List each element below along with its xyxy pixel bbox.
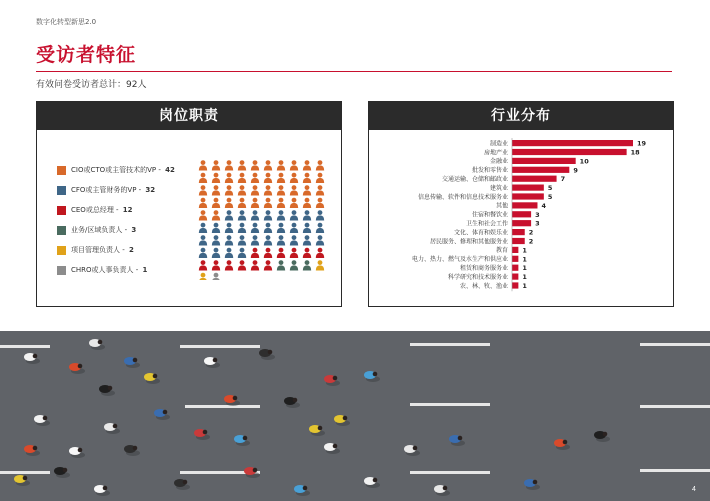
- legend-label: 项目管理负责人 - 2: [71, 246, 134, 254]
- bar: [512, 158, 576, 164]
- person-icon: [251, 235, 259, 245]
- value-label: 1: [522, 246, 527, 255]
- person-icon: [264, 160, 272, 170]
- runners-photo: [0, 331, 710, 501]
- category-label: 其他: [495, 202, 508, 210]
- person-icon: [212, 223, 220, 233]
- person-icon: [212, 248, 220, 258]
- category-label: 文化、体育和娱乐业: [453, 229, 508, 237]
- legend-count: 1: [142, 266, 148, 274]
- bar: [512, 229, 525, 235]
- person-icon: [225, 248, 233, 258]
- category-label: 房地产业: [483, 149, 508, 157]
- category-label: 批发和零售业: [471, 167, 508, 175]
- person-icon: [277, 248, 285, 258]
- person-icon: [199, 223, 207, 233]
- bar: [512, 149, 627, 155]
- person-icon: [212, 273, 220, 280]
- person-icon: [199, 248, 207, 258]
- person-icon: [238, 260, 246, 270]
- person-icon: [316, 173, 324, 183]
- legend-count: 2: [128, 246, 134, 254]
- category-label: 卫生和社会工作: [465, 220, 508, 228]
- page-number: 4: [692, 486, 696, 493]
- person-icon: [212, 260, 220, 270]
- person-icon: [290, 185, 298, 195]
- person-icon: [316, 198, 324, 208]
- legend-item: [57, 180, 175, 200]
- industry-bar-chart: [369, 132, 675, 308]
- value-label: 5: [547, 193, 553, 201]
- person-icon: [303, 160, 311, 170]
- person-icon: [277, 185, 285, 195]
- legend-swatch: [57, 166, 66, 175]
- person-icon: [277, 210, 285, 220]
- legend-swatch: [57, 206, 66, 215]
- person-icon: [212, 235, 220, 245]
- person-icon: [199, 198, 207, 208]
- value-label: 9: [573, 166, 578, 175]
- person-icon: [303, 173, 311, 183]
- person-icon: [316, 210, 324, 220]
- value-label: 3: [535, 210, 540, 219]
- legend-label: CFO或主管财务的VP - 32: [71, 186, 156, 194]
- person-icon: [238, 160, 246, 170]
- legend-swatch: [57, 186, 66, 195]
- person-icon: [238, 210, 246, 220]
- category-label: 教育: [495, 247, 508, 255]
- legend-item: [57, 240, 175, 260]
- person-icon: [199, 160, 207, 170]
- person-icon: [212, 198, 220, 208]
- person-icon: [264, 173, 272, 183]
- person-icon: [290, 198, 298, 208]
- person-icon: [238, 235, 246, 245]
- bar: [512, 193, 544, 199]
- person-icon: [264, 210, 272, 220]
- legend-item: [57, 200, 175, 220]
- bar: [512, 238, 525, 244]
- legend-item: [57, 220, 175, 240]
- person-icon: [316, 235, 324, 245]
- legend-count: 3: [131, 226, 137, 234]
- legend-swatch: [57, 246, 66, 255]
- value-label: 10: [579, 157, 589, 166]
- person-icon: [303, 198, 311, 208]
- people-pictogram: [197, 158, 337, 280]
- person-icon: [251, 248, 259, 258]
- value-label: 3: [535, 219, 540, 228]
- person-icon: [225, 160, 233, 170]
- value-label: 7: [560, 175, 566, 184]
- category-label: 农、林、牧、渔业: [459, 282, 508, 290]
- person-icon: [264, 185, 272, 195]
- person-icon: [264, 223, 272, 233]
- person-icon: [264, 235, 272, 245]
- person-icon: [238, 223, 246, 233]
- value-label: 2: [528, 228, 534, 237]
- person-icon: [290, 173, 298, 183]
- category-label: 建筑业: [489, 184, 508, 192]
- person-icon: [316, 185, 324, 195]
- person-icon: [238, 173, 246, 183]
- bar: [512, 256, 518, 262]
- person-icon: [199, 173, 207, 183]
- legend-item: [57, 160, 175, 180]
- category-label: 科学研究和技术服务业: [447, 273, 508, 281]
- legend-count: 12: [122, 206, 133, 214]
- person-icon: [290, 248, 298, 258]
- person-icon: [225, 210, 233, 220]
- legend-label: CEO或总经理 - 12: [71, 206, 133, 214]
- document-header-label: 数字化转型新思2.0: [36, 18, 97, 26]
- bar: [512, 220, 531, 226]
- person-icon: [199, 260, 207, 270]
- person-icon: [251, 223, 259, 233]
- person-icon: [290, 160, 298, 170]
- value-label: 1: [522, 255, 527, 264]
- person-icon: [225, 173, 233, 183]
- category-label: 居民服务、修理和其他服务业: [429, 238, 508, 246]
- person-icon: [303, 260, 311, 270]
- value-label: 2: [528, 237, 534, 246]
- industry-panel-title: 行业分布: [369, 102, 673, 130]
- legend-label: CHRO或人事负责人 - 1: [71, 266, 148, 274]
- person-icon: [316, 260, 324, 270]
- person-icon: [290, 235, 298, 245]
- person-icon: [277, 198, 285, 208]
- person-icon: [303, 223, 311, 233]
- person-icon: [212, 160, 220, 170]
- value-label: 5: [547, 184, 553, 193]
- category-label: 租赁和商务服务业: [459, 265, 508, 272]
- roles-panel-title: 岗位职责: [37, 102, 341, 130]
- respondent-total: 有效问卷受访者总计：92人: [36, 80, 147, 90]
- value-label: 18: [630, 148, 640, 157]
- person-icon: [212, 210, 220, 220]
- person-icon: [277, 173, 285, 183]
- title-divider: [36, 71, 672, 72]
- industry-panel: [368, 101, 674, 307]
- legend-label: 业务/区域负责人 - 3: [71, 226, 137, 234]
- person-icon: [277, 260, 285, 270]
- person-icon: [264, 198, 272, 208]
- bar: [512, 202, 537, 208]
- person-icon: [225, 235, 233, 245]
- person-icon: [212, 185, 220, 195]
- person-icon: [238, 248, 246, 258]
- bar: [512, 185, 544, 191]
- person-icon: [264, 260, 272, 270]
- category-label: 住宿和餐饮业: [471, 211, 508, 219]
- value-label: 1: [522, 273, 527, 282]
- person-icon: [199, 185, 207, 195]
- value-label: 1: [522, 282, 527, 290]
- bar: [512, 265, 518, 271]
- category-label: 交通运输、仓储和邮政业: [441, 176, 508, 183]
- person-icon: [251, 185, 259, 195]
- roles-panel: [36, 101, 342, 307]
- person-icon: [238, 198, 246, 208]
- person-icon: [277, 235, 285, 245]
- person-icon: [303, 235, 311, 245]
- person-icon: [199, 210, 207, 220]
- person-icon: [303, 248, 311, 258]
- person-icon: [251, 210, 259, 220]
- person-icon: [238, 185, 246, 195]
- person-icon: [277, 160, 285, 170]
- legend-count: 42: [165, 166, 175, 174]
- person-icon: [303, 210, 311, 220]
- person-icon: [290, 223, 298, 233]
- roles-legend: [57, 160, 175, 280]
- category-label: 金融业: [489, 158, 508, 166]
- person-icon: [316, 248, 324, 258]
- category-label: 制造业: [489, 140, 508, 148]
- person-icon: [303, 185, 311, 195]
- bar: [512, 247, 518, 253]
- bar: [512, 140, 633, 146]
- category-label: 信息传输、软件和信息技术服务业: [417, 193, 508, 201]
- legend-swatch: [57, 226, 66, 235]
- person-icon: [277, 223, 285, 233]
- person-icon: [290, 260, 298, 270]
- person-icon: [251, 260, 259, 270]
- category-label: 电力、热力、燃气及水生产和供应业: [411, 256, 508, 264]
- person-icon: [316, 223, 324, 233]
- legend-label: CIO或CTO或主管技术的VP - 42: [71, 166, 175, 174]
- person-icon: [251, 160, 259, 170]
- person-icon: [251, 198, 259, 208]
- person-icon: [199, 273, 207, 280]
- legend-item: [57, 260, 175, 280]
- person-icon: [225, 260, 233, 270]
- legend-count: 32: [145, 186, 156, 194]
- value-label: 1: [522, 264, 527, 273]
- person-icon: [290, 210, 298, 220]
- person-icon: [225, 223, 233, 233]
- person-icon: [264, 248, 272, 258]
- person-icon: [199, 235, 207, 245]
- bar: [512, 274, 518, 280]
- person-icon: [225, 185, 233, 195]
- bar: [512, 167, 569, 173]
- legend-swatch: [57, 266, 66, 275]
- person-icon: [225, 198, 233, 208]
- person-icon: [212, 173, 220, 183]
- bar: [512, 282, 518, 288]
- page-title: 受访者特征: [36, 44, 137, 66]
- bar: [512, 211, 531, 217]
- person-icon: [251, 173, 259, 183]
- person-icon: [316, 160, 324, 170]
- value-label: 4: [541, 201, 547, 210]
- value-label: 19: [637, 139, 647, 148]
- bar: [512, 176, 557, 182]
